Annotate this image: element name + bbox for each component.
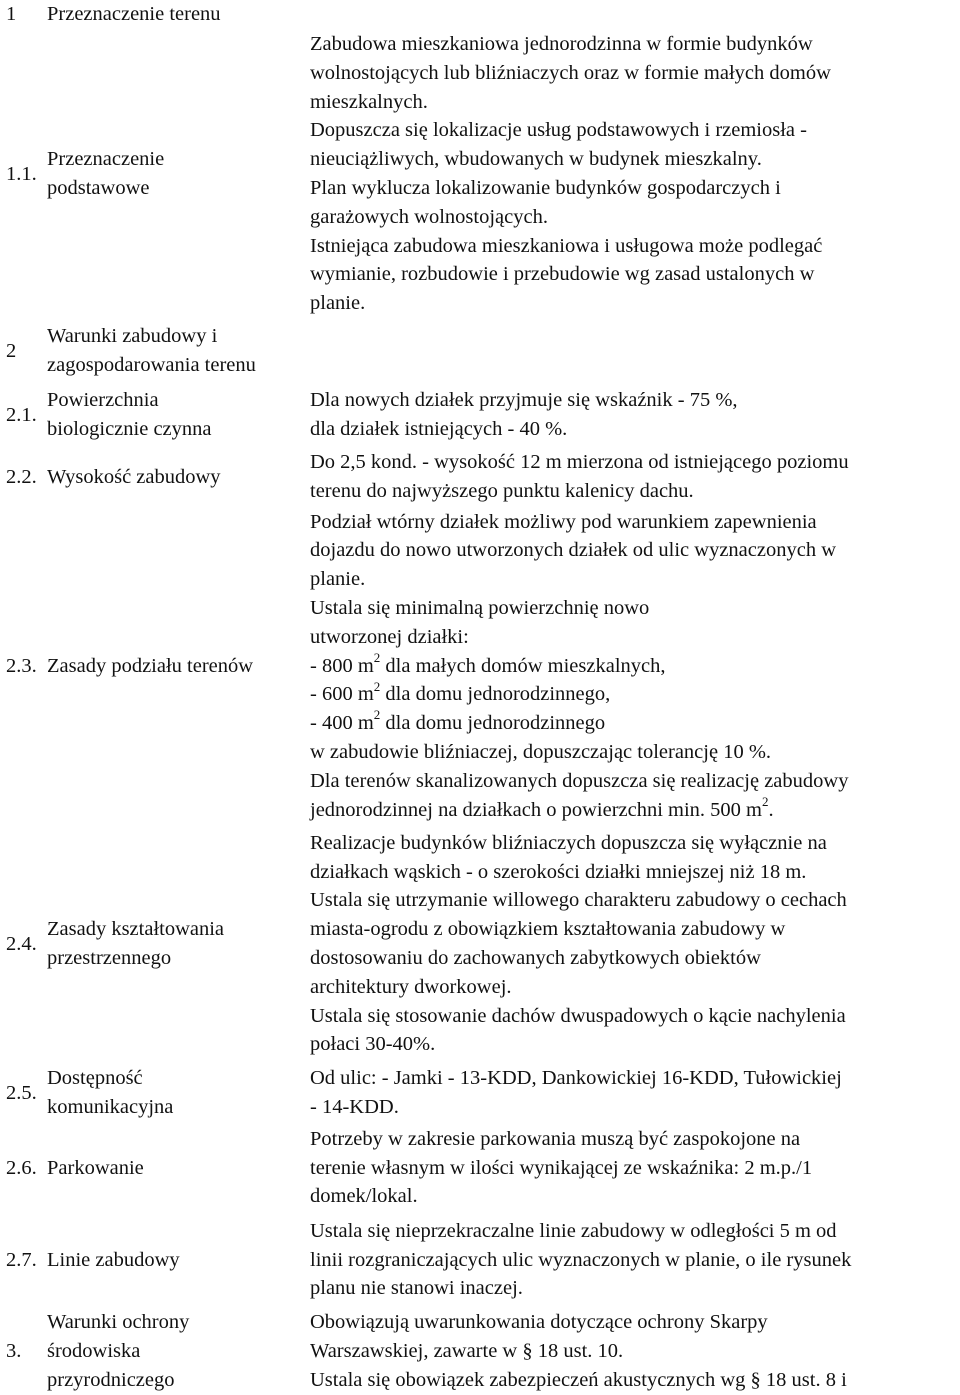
section-title-line: Parkowanie [47,1156,144,1179]
section-number: 1.1. [6,162,37,185]
section-title [47,386,307,444]
section-row-2-6 [0,1124,960,1212]
section-row-2-2 [0,448,960,506]
content-line: działkach wąskich - o szerokości działki mniejszej niż 18 m. [310,860,807,883]
content-line: jednorodzinnej na działkach o powierzchni min. 500 $m^2$. [310,793,774,821]
content-line: Do 2,5 kond. - wysokość 12 m mierzona od istniejącego poziomu [310,451,849,474]
section-content [310,448,960,506]
section-number: 2.1. [6,403,37,426]
section-title [47,1308,307,1395]
section-number: 2 [6,339,17,362]
section-title [47,510,307,822]
section-title-line: środowiska [47,1340,141,1363]
section-content [310,828,960,1060]
section-row-2-3 [0,510,960,822]
section-row-3 [0,1308,960,1395]
section-title-line: Warunki zabudowy i [47,325,218,348]
section-title [47,30,307,318]
section-row-2-4 [0,828,960,1060]
content-line: Ustala się obowiązek zabezpieczeń akustycznych wg § 18 ust. 8 i [310,1368,847,1391]
content-line: planu nie stanowi inaczej. [310,1277,523,1300]
content-line: mieszkalnych. [310,90,428,113]
content-line: dla działek istniejących - 40 %. [310,418,568,440]
content-line: w zabudowie bliźniaczej, dopuszczając tolerancję 10 %. [310,741,772,763]
content-line: Ustala się minimalną powierzchnię nowo [310,597,650,620]
section-content [310,1124,960,1212]
section-title-line: komunikacyjna [47,1096,174,1118]
section-title-line: Dostępność [47,1067,143,1090]
section-number: 2.4. [6,932,37,955]
section-title [47,828,307,1060]
section-number: 1 [6,3,17,25]
section-title [47,318,307,384]
section-number: 2.7. [6,1248,37,1271]
section-title [47,0,307,28]
content-line: Dla nowych działek przyjmuje się wskaźnik - 75 %, [310,389,738,412]
section-row-2-1 [0,386,960,444]
content-line: garażowych wolnostojących. [310,205,548,228]
content-line: połaci 30-40%. [310,1033,436,1056]
section-title-line: Zasady kształtowania [47,918,225,941]
section-title [47,1216,307,1304]
section-content [310,318,960,384]
content-line: linii rozgraniczających ulic wyznaczonych w planie, o ile rysunek [310,1248,852,1271]
section-title-line: Zasady podziału terenów [47,654,254,677]
content-line: Istniejąca zabudowa mieszkaniowa i usługowa może podlegać [310,234,823,257]
section-number: 2.6. [6,1156,37,1179]
section-title-line: podstawowe [47,177,150,199]
content-line: utworzonej działki: [310,625,469,648]
content-line: wymianie, rozbudowie i przebudowie wg zasad ustalonych w [310,263,815,286]
section-title-line: Linie zabudowy [47,1248,180,1271]
section-title [47,1124,307,1212]
content-line: - 600 $m^2$ dla domu jednorodzinnego, [310,678,611,706]
section-number: 2.3. [6,654,37,677]
section-title [47,448,307,506]
content-line: Obowiązują uwarunkowania dotyczące ochrony Skarpy [310,1311,768,1334]
section-number: 2.2. [6,465,37,488]
content-line: wolnostojących lub bliźniaczych oraz w formie małych domów [310,61,831,84]
content-line: Dopuszcza się lokalizacje usług podstawowych i rzemiosła - [310,119,807,142]
section-number: 3. [6,1340,22,1363]
section-content [310,1216,960,1304]
content-line: Realizacje budynków bliźniaczych dopuszcza się wyłącznie na [310,831,827,854]
content-line: domek/lokal. [310,1185,418,1208]
content-line: Ustala się utrzymanie willowego charakteru zabudowy o cechach [310,889,847,912]
content-line: - 14-KDD. [310,1096,399,1118]
section-title-line: Warunki ochrony [47,1311,190,1334]
content-line: Zabudowa mieszkaniowa jednorodzinna w formie budynków [310,33,813,56]
content-line: Ustala się stosowanie dachów dwuspadowych o kącie nachylenia [310,1004,846,1027]
content-line: architektury dworkowej. [310,975,512,998]
content-line: Potrzeby w zakresie parkowania muszą być zaspokojone na [310,1127,801,1150]
section-content [310,1064,960,1122]
section-title-line: Przeznaczenie [47,148,165,171]
section-content [310,1308,960,1395]
content-line: dostosowaniu do zachowanych zabytkowych obiektów [310,947,761,969]
content-line: Ustala się nieprzekraczalne linie zabudowy w odległości 5 m od [310,1219,837,1242]
section-title-line: przyrodniczego [47,1368,175,1391]
section-content [310,0,960,28]
section-title-line: zagospodarowania terenu [47,354,256,376]
section-title-line: przestrzennego [47,947,172,969]
section-title-line: biologicznie czynna [47,418,212,440]
content-line: terenu do najwyższego punktu kalenicy dachu. [310,480,694,502]
content-line: Warszawskiej, zawarte w § 18 ust. 10. [310,1340,624,1363]
content-line: planie. [310,292,366,315]
section-content [310,386,960,444]
section-title [47,1064,307,1122]
content-line: nieuciążliwych, wbudowanych w budynek mieszkalny. [310,148,762,171]
content-line: - 800 $m^2$ dla małych domów mieszkalnych, [310,649,666,677]
content-line: Od ulic: - Jamki - 13-KDD, Dankowickiej 16-KDD, Tułowickiej [310,1067,842,1090]
section-title-line: Powierzchnia [47,389,159,412]
section-row-2 [0,318,960,384]
content-line: terenie własnym w ilości wynikającej ze wskaźnika: 2 m.p./1 [310,1156,813,1179]
content-line: Dla terenów skanalizowanych dopuszcza się realizację zabudowy [310,769,849,792]
content-line: Podział wtórny działek możliwy pod warunkiem zapewnienia [310,510,817,533]
content-line: - 400 $m^2$ dla domu jednorodzinnego [310,707,606,735]
content-line: miasta-ogrodu z obowiązkiem kształtowania zabudowy w [310,918,786,941]
content-line: Plan wyklucza lokalizowanie budynków gospodarczych i [310,177,781,199]
section-row-1 [0,0,960,28]
section-row-2-5 [0,1064,960,1122]
section-content [310,510,960,822]
section-title-line: Przeznaczenie terenu [47,3,221,25]
section-title-line: Wysokość zabudowy [47,465,221,488]
section-number: 2.5. [6,1081,37,1104]
content-line: planie. [310,568,366,591]
section-content [310,30,960,318]
section-row-2-7 [0,1216,960,1304]
section-row-1-1 [0,30,960,318]
content-line: dojazdu do nowo utworzonych działek od ulic wyznaczonych w [310,539,837,562]
